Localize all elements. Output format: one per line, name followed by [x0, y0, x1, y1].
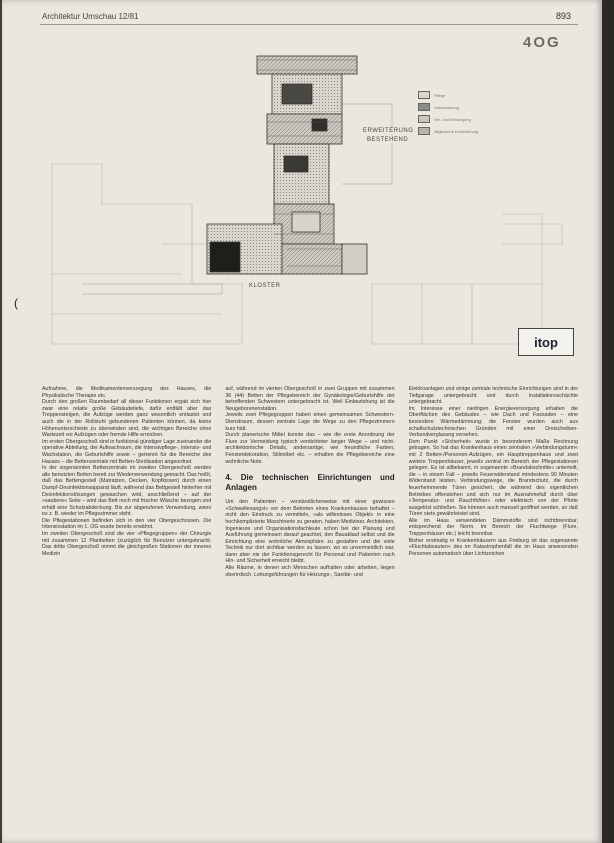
paragraph: Um den Patienten – verständlicherweise mit einer gewissen »Schwellenangst« vor dem Betreten eines Krankenhauses behaftet – nicht den Eindruck zu vermitteln, »als willenloses Objekt« in eine hochkomplizierte Maschinerie zu geraten, haben Mediziner, Architekten, Ingenieure und Organisationsfachleute schon bei der Planung und Ausführung gemeinsam darauf geachtet, den Bauablauf selbst und die Einrichtung eine wohnliche Atmosphäre zu gestalten und die viele Technik nur dort sichtbar werden zu lassen, wo es unvermeidlich war, dann aber nie der Funktionsgerecht für Personal und Patienten nach Hin- und Sicherheit erreicht bleibt.	[225, 499, 395, 565]
legend-swatch	[418, 115, 430, 123]
itop-logo	[518, 328, 574, 356]
paragraph: Im zweiten Obergeschoß sind die vier »Pflegegruppen« der Chirurgie mit zusammen 12 Planbetten (zuzüglich für Benutzer untergebracht. Das dritte Obergeschoß nimmt die gleichgroßen Stationen der inneren Medizin	[42, 531, 212, 557]
paragraph: Die Pflegestationen befinden sich in den vier Obergeschossen. Die Intensivstation im 1. OG wurde bereits erwähnt.	[42, 517, 212, 531]
legend-swatch	[418, 127, 430, 135]
logo-text: itop	[534, 334, 558, 350]
plan-legend	[418, 90, 558, 138]
text-column-3	[409, 386, 578, 808]
paragraph: Jeweils zwei Pflegegruppen haben einen gemeinsamen Schwestern-Dienstraum, dessen zentrale Lage die Wege zu den Pflegezimmern kurz hält.	[225, 412, 395, 432]
paragraph: In der sogenannten Bettenzentrale im zweiten Obergeschoß werden alle benutzten Betten bereit zur Wiederverwendung gemacht. Das heißt, daß das Bettengestell (Matratzen, Decken, Kopfkissen) durch einen Dampf-Desinfektionsapparat läuft, während das Bettgestell hinterher mit Desinfektionslösungen gewaschen wird, anschließend – auf der »saubere« Seite – wird das Bett noch mit frischer Wäsche bezogen und erhält eine Schutzabdeckung. Bis zur abgerufenen Verwendung, wenn es z. B. wieder im Pflegezimmer steht.	[42, 465, 212, 518]
running-head: Architektur Umschau 12/81	[42, 12, 139, 21]
paragraph: Aufnahme, die Medikamentenversorgung des Hauses, die Physikalische Therapie etc.	[42, 386, 212, 399]
paragraph: Durch den großen Raumbedarf all dieser Funktionen ergab sich hier zwar eine relativ große Gebäudetiefe, dafür entfällt aber das Treppensteigen, die Aufzüge werden ganz wesentlich entlastet und auch die in der Rollstuhl gebundenen Patienten können, da keine Höhenunterschiede zu überwinden sind, die wichtigen Bereiche ohne Wartezeit vor Aufzügen oder fremde Hilfe erreichen.	[42, 399, 212, 439]
legend-item	[418, 126, 558, 136]
page-number: 893	[556, 11, 572, 21]
plan-label-extension: ERWEITERUNG	[363, 128, 414, 134]
legend-label: Ver- und Entsorgung	[434, 116, 471, 122]
legend-label: Allgemeine Erschließung	[434, 128, 479, 134]
plan-label-cloister: KLOSTER	[249, 283, 281, 289]
legend-item	[418, 90, 558, 100]
binding-mark: (	[14, 296, 18, 310]
legend-item	[418, 114, 558, 124]
document-page	[2, 0, 602, 843]
header-rule	[40, 24, 578, 25]
text-column-1	[42, 386, 211, 808]
paragraph: Durch planerische Mittel konnte das – wie die erste Anordnung der Flure zur Vermeidung typisch verdichteter langer Wege – und nicht-architektonische Details, andersartige, wie freundliche Farben, Fensterdekoration, Stilmöbel etc. – erhalten die Pflegebereiche eine wohnliche Note.	[225, 432, 395, 465]
paragraph: auf, während im vierten Obergeschoß in zwei Gruppen mit zusammen 36 (44) Betten der Pflegebereich der Gynäkologie/Geburtshilfe der betreffenden Schwestern untergebracht ist. Weil Einbeziehung ist die Neugeborenenstation.	[225, 386, 395, 412]
legend-item	[418, 102, 558, 112]
legend-label: Untersuchung	[434, 104, 459, 110]
body-text-columns	[42, 386, 578, 808]
paragraph: Im ersten Obergeschoß sind in funktional günstiger Lage zueinander die operative Abteilung, der Aufwachraum, die Intensivpflege-, Intensiv- und Wachstation, die Geburtshilfe sowie – getrennt für die Bereiche des Hauses – die Bettenzentrale mit Betten-Sterilisation angeordnet.	[42, 438, 212, 465]
legend-swatch	[418, 91, 430, 99]
paragraph: Bisher erstmalig in Krankenhäusern aus Freiburg ist das sogenannte »Fluchtabsauten« des im Katastrophenfall die im Haus anwesenden Personen automatisch über Lichtzeichen	[408, 537, 578, 557]
floor-label: 4OG	[523, 34, 561, 51]
legend-swatch	[418, 103, 430, 111]
paragraph: Im Interesse einer niedrigen Energieversorgung erhalten die Oberflächen des Gebäudes – wie Dach und Fassaden – eine besondere Wärmedämmung; die Fenster wurden auch aus schallschutztechnischen Gründen mit einer Dreischeiben-Verbundverglasung versehen.	[408, 405, 578, 439]
paragraph: Alle Räume, in denen sich Menschen aufhalten oder arbeiten, liegen oberirdisch. Leitungsführungen für Heizungs-, Sanitär- und	[225, 565, 395, 578]
scan-edge	[602, 0, 614, 843]
legend-label: Pflege	[434, 92, 446, 98]
plan-label-existing: BESTEHEND	[367, 137, 409, 143]
paragraph: Dem Punkt »Sicherheit« wurde in besonderem Maße Rechnung getragen. So hat das Krankenhaus einen zentralen »Verbindungsturm« mit 2 Betten-/Personen-Aufzügen, ein Haupttreppenhaus und zwei weitere Treppenhäuser, jeweils zentral im Bereich der Pflegestationen gelegen. Es ist allbekannt, in sogenannte »Brandabschnitte« unterteilt, die – in einem Fall – jeweils Feuerwiderstand mindestens 90 Minuten Widerstand leisten. Verbindungswege, die Brandschutz, die durch feuerhemmende Türen gesichert, die während des eigentlichen Betriebes offenstehen und sich nur im Ausnahmefall durch über »Temperatur- und Rauchfühler« oder elektrisch von der Pforte ausgelöst schließen. Sie können auch manuell geöffnet werden, so daß Türen stets gewährleistet sind.	[408, 438, 578, 518]
section-heading: 4. Die technischen Einrichtungen und Anlagen	[225, 473, 395, 493]
paragraph: Alle im Haus verwendeten Dämmstoffe sind nichtbrennbar, entsprechend der Norm. Im Bereich der Fluchtwege (Flure, Treppenhäuser etc.) leicht brennbar.	[408, 517, 578, 538]
paragraph: Elektroanlagen und einige zentrale technische Einrichtungen sind in der Tiefgarage untergebracht und durch Installationsschächte untergebracht.	[408, 386, 578, 406]
text-column-2	[225, 386, 394, 808]
